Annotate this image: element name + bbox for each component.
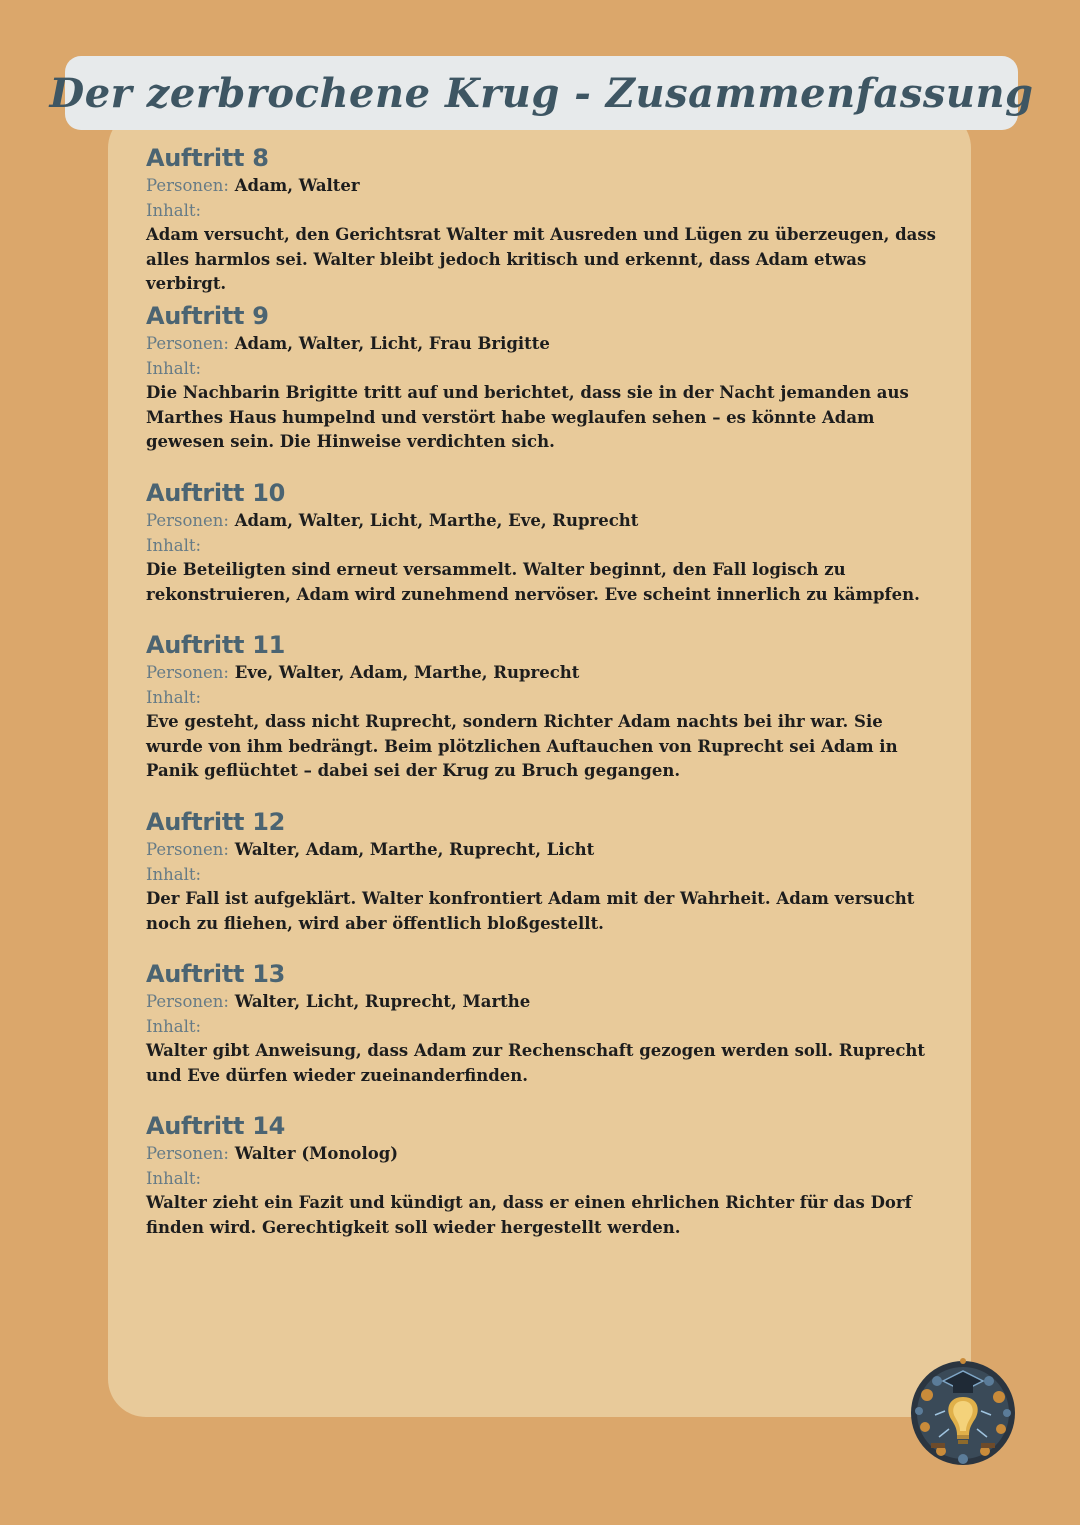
scene-persons <box>146 509 936 534</box>
content-label: Inhalt: <box>146 358 202 378</box>
scene-heading: Auftritt 13 <box>146 960 286 988</box>
content-label: Inhalt: <box>146 687 202 707</box>
scene-heading: Auftritt 14 <box>146 1112 286 1140</box>
scene-section <box>146 301 936 455</box>
persons-label: Personen: <box>146 663 229 682</box>
scene-content: Adam versucht, den Gerichtsrat Walter mit Ausreden und Lügen zu überzeugen, dass alles harmlos sei. Walter bleibt jedoch kritisch und erkennt, dass Adam etwas verbirgt. <box>146 225 936 293</box>
scene-section <box>146 143 936 297</box>
scene-persons <box>146 990 936 1015</box>
scene-content: Die Beteiligten sind erneut versammelt. Walter beginnt, den Fall logisch zu rekonstruieren, Adam wird zunehmend nervöser. Eve scheint innerlich zu kämpfen. <box>146 560 920 604</box>
persons-value: Adam, Walter <box>234 176 360 195</box>
persons-label: Personen: <box>146 176 229 195</box>
scene-persons <box>146 838 936 863</box>
page-title: Der zerbrochene Krug - Zusammenfassung <box>49 69 1034 117</box>
persons-value: Adam, Walter, Licht, Marthe, Eve, Ruprecht <box>234 511 639 530</box>
persons-value: Walter (Monolog) <box>234 1144 399 1163</box>
title-banner <box>49 56 1034 130</box>
scene-persons <box>146 174 936 199</box>
persons-label: Personen: <box>146 511 229 530</box>
scene-heading: Auftritt 10 <box>146 479 286 507</box>
scene-heading: Auftritt 12 <box>146 808 286 836</box>
persons-label: Personen: <box>146 1144 229 1163</box>
content-label: Inhalt: <box>146 1168 202 1188</box>
scene-heading: Auftritt 8 <box>146 144 269 172</box>
persons-label: Personen: <box>146 334 229 353</box>
scene-persons <box>146 1142 936 1167</box>
persons-value: Walter, Adam, Marthe, Ruprecht, Licht <box>234 840 595 859</box>
scene-content: Walter zieht ein Fazit und kündigt an, dass er einen ehrlichen Richter für das Dorf finden wird. Gerechtigkeit soll wieder hergestellt werden. <box>146 1193 912 1237</box>
scene-content: Die Nachbarin Brigitte tritt auf und berichtet, dass sie in der Nacht jemanden aus Marthes Haus humpelnd und verstört habe weglaufen sehen – es könnte Adam gewesen sein. Die Hinweise verdichten sich. <box>146 383 909 451</box>
knowledge-emblem-icon <box>907 1355 1019 1467</box>
scene-section <box>146 1111 936 1240</box>
scene-content: Der Fall ist aufgeklärt. Walter konfrontiert Adam mit der Wahrheit. Adam versucht noch zu fliehen, wird aber öffentlich bloßgestellt. <box>146 889 915 933</box>
content-label: Inhalt: <box>146 535 202 555</box>
persons-label: Personen: <box>146 992 229 1011</box>
scene-persons <box>146 661 936 686</box>
content-label: Inhalt: <box>146 200 202 220</box>
persons-value: Eve, Walter, Adam, Marthe, Ruprecht <box>234 663 580 682</box>
scene-content: Walter gibt Anweisung, dass Adam zur Rechenschaft gezogen werden soll. Ruprecht und Eve dürfen wieder zueinanderfinden. <box>146 1041 925 1085</box>
scene-section <box>146 959 936 1088</box>
scene-heading: Auftritt 11 <box>146 631 286 659</box>
content-label: Inhalt: <box>146 864 202 884</box>
scene-content: Eve gesteht, dass nicht Ruprecht, sondern Richter Adam nachts bei ihr war. Sie wurde von ihm bedrängt. Beim plötzlichen Auftauchen von Ruprecht sei Adam in Panik geflüchtet – dabei sei der Krug zu Bruch gegangen. <box>146 712 898 780</box>
persons-value: Walter, Licht, Ruprecht, Marthe <box>234 992 531 1011</box>
scene-heading: Auftritt 9 <box>146 302 269 330</box>
persons-value: Adam, Walter, Licht, Frau Brigitte <box>234 334 550 353</box>
scene-section <box>146 630 936 784</box>
scene-section <box>146 478 936 607</box>
scene-persons <box>146 332 936 357</box>
persons-label: Personen: <box>146 840 229 859</box>
content-label: Inhalt: <box>146 1016 202 1036</box>
scene-section <box>146 807 936 936</box>
